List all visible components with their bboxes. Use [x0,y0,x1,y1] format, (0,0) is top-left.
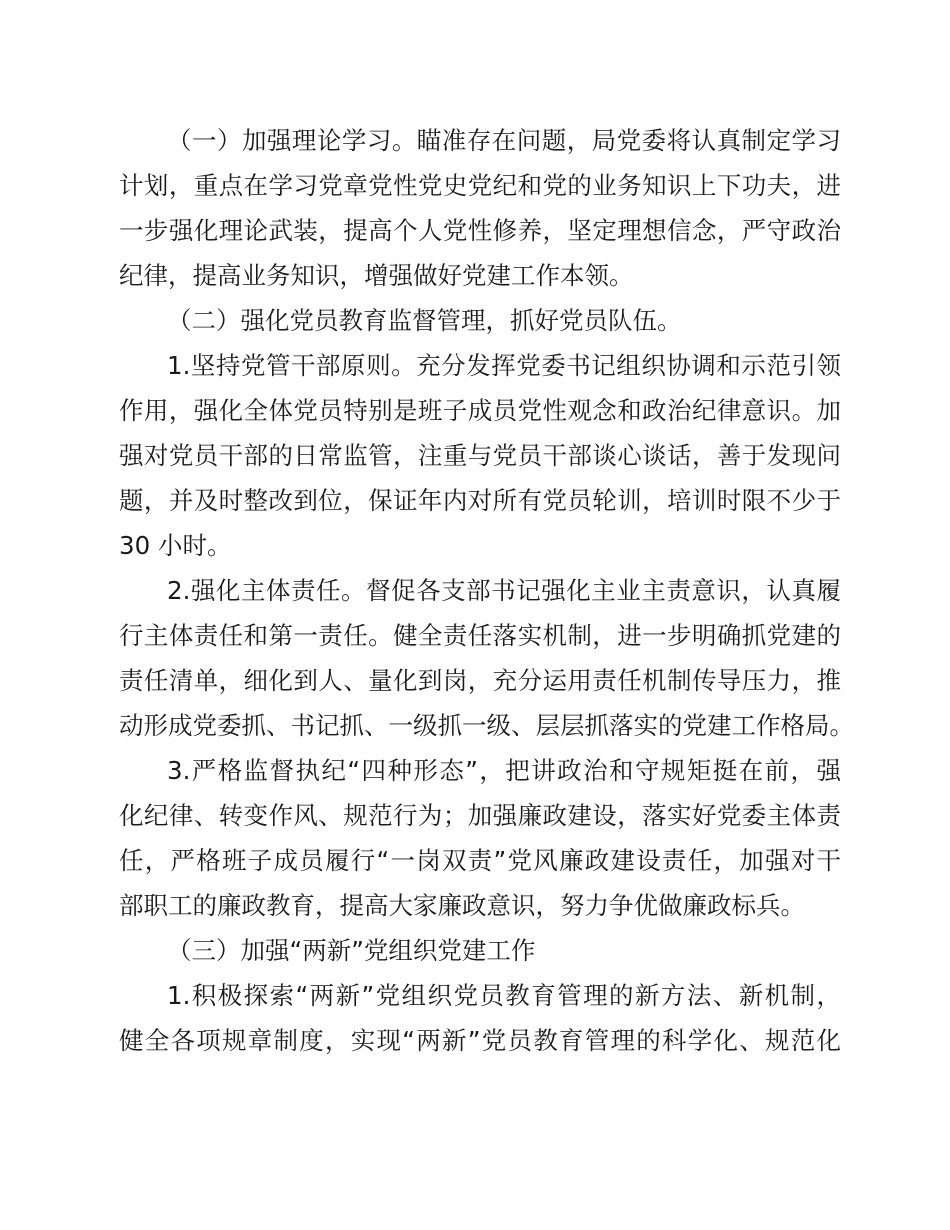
paragraph-line: 部职工的廉政教育，提高大家廉政意识，努力争优做廉政标兵。 [119,891,805,920]
paragraph-line: 强对党员干部的日常监管，注重与党员干部谈心谈话，善于发现问 [119,441,841,470]
paragraph-line: 行主体责任和第一责任。健全责任落实机制，进一步明确抓党建的 [119,621,841,650]
paragraph-line: 纪律，提高业务知识，增强做好党建工作本领。 [119,261,634,290]
paragraph-line: 2.强化主体责任。督促各支部书记强化主业主责意识，认真履 [167,576,841,605]
section-heading: （二）强化党员教育监督管理，抓好党员队伍。 [167,306,682,335]
paragraph-line: 30 小时。 [119,531,232,560]
paragraph-line: 健全各项规章制度，实现“两新”党员教育管理的科学化、规范化 [119,1026,841,1055]
paragraph-line: 一步强化理论武装，提高个人党性修养，坚定理想信念，严守政治 [119,216,841,245]
paragraph-line: 责任清单，细化到人、量化到岗，充分运用责任机制传导压力，推 [119,666,841,695]
paragraph-line: 任，严格班子成员履行“一岗双责”党风廉政建设责任，加强对干 [119,846,841,875]
paragraph-line: 题，并及时整改到位，保证年内对所有党员轮训，培训时限不少于 [119,486,841,515]
paragraph-line: 动形成党委抓、书记抓、一级抓一级、层层抓落实的党建工作格局。 [119,711,854,740]
paragraph-line: 1.坚持党管干部原则。充分发挥党委书记组织协调和示范引领 [167,351,841,380]
paragraph-line: 1.积极探索“两新”党组织党员教育管理的新方法、新机制， [167,981,841,1010]
paragraph-line: （一）加强理论学习。瞄准存在问题，局党委将认真制定学习 [167,126,841,155]
paragraph-line: 作用，强化全体党员特别是班子成员党性观念和政治纪律意识。加 [119,396,841,425]
paragraph-line: 计划，重点在学习党章党性党史党纪和党的业务知识上下功夫，进 [119,171,841,200]
section-heading: （三）加强“两新”党组织党建工作 [167,936,536,965]
paragraph-line: 化纪律、转变作风、规范行为；加强廉政建设，落实好党委主体责 [119,801,841,830]
paragraph-line: 3.严格监督执纪“四种形态”，把讲政治和守规矩挺在前，强 [167,756,841,785]
